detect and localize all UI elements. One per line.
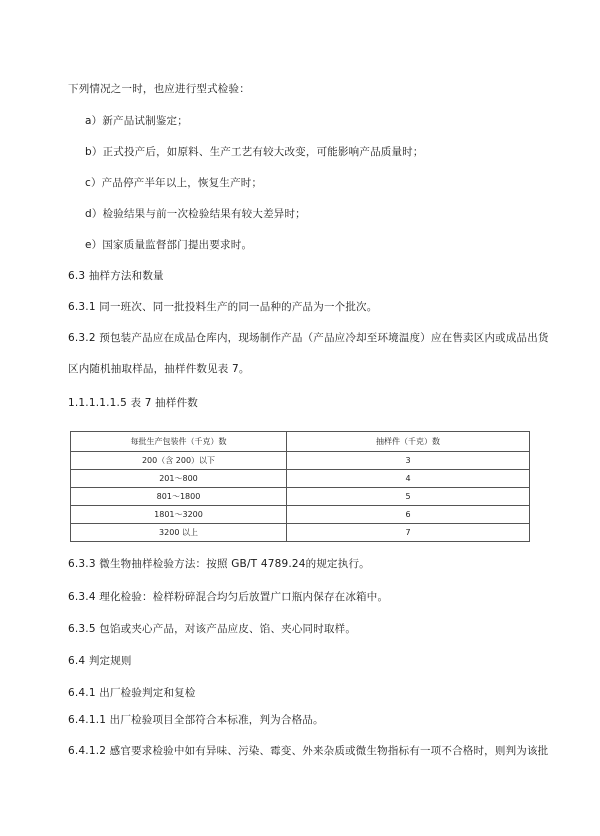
table-header-cell: 抽样件（千克）数 [287,432,530,452]
table-cell: 3 [287,452,530,470]
clause-6-3-3: 6.3.3 微生物抽样检验方法：按照 GB/T 4789.24的规定执行。 [68,558,370,570]
clause-6-4-1: 6.4.1 出厂检验判定和复检 [68,687,196,699]
list-item-a: a）新产品试制鉴定； [85,115,188,127]
table-cell: 801～1800 [71,488,287,506]
table-cell: 3200 以上 [71,524,287,542]
table-cell: 4 [287,470,530,488]
table-cell: 5 [287,488,530,506]
clause-6-3-2-line-2: 区内随机抽取样品，抽样件数见表 7。 [68,363,250,375]
list-item-b: b）正式投产后，如原料、生产工艺有较大改变，可能影响产品质量时； [85,146,424,158]
table-header-cell: 每批生产包装件（千克）数 [71,432,287,452]
table-row [71,506,530,524]
table-row [71,452,530,470]
clause-6-3-5: 6.3.5 包馅或夹心产品，对该产品应皮、馅、夹心同时取样。 [68,623,357,635]
list-item-e: e）国家质量监督部门提出要求时。 [85,239,253,251]
sampling-table [70,431,530,542]
section-heading-6-4: 6.4 判定规则 [68,655,132,667]
clause-6-4-1-2: 6.4.1.2 感官要求检验中如有异味、污染、霉变、外来杂质或微生物指标有一项不合格时，则判为该批 [68,745,549,757]
table-row [71,488,530,506]
clause-6-3-4: 6.3.4 理化检验：检样粉碎混合均匀后放置广口瓶内保存在冰箱中。 [68,591,389,603]
table-cell: 200（含 200）以下 [71,452,287,470]
list-item-d: d）检验结果与前一次检验结果有较大差异时； [85,208,306,220]
table-cell: 1801～3200 [71,506,287,524]
table-caption: 1.1.1.1.1.5 表 7 抽样件数 [68,397,198,409]
list-item-c: c）产品停产半年以上，恢复生产时； [85,177,263,189]
table-cell: 6 [287,506,530,524]
intro-paragraph: 下列情况之一时，也应进行型式检验： [68,83,250,95]
section-heading-6-3: 6.3 抽样方法和数量 [68,270,164,282]
table-row [71,524,530,542]
clause-6-3-2-line-1: 6.3.2 预包装产品应在成品仓库内，现场制作产品（产品应冷却至环境温度）应在售卖区内或成品出货 [68,332,549,344]
table-cell: 7 [287,524,530,542]
table-header-row [71,432,530,452]
table-cell: 201～800 [71,470,287,488]
table-row [71,470,530,488]
clause-6-3-1: 6.3.1 同一班次、同一批投料生产的同一品种的产品为一个批次。 [68,301,378,313]
clause-6-4-1-1: 6.4.1.1 出厂检验项目全部符合本标准，判为合格品。 [68,714,324,726]
